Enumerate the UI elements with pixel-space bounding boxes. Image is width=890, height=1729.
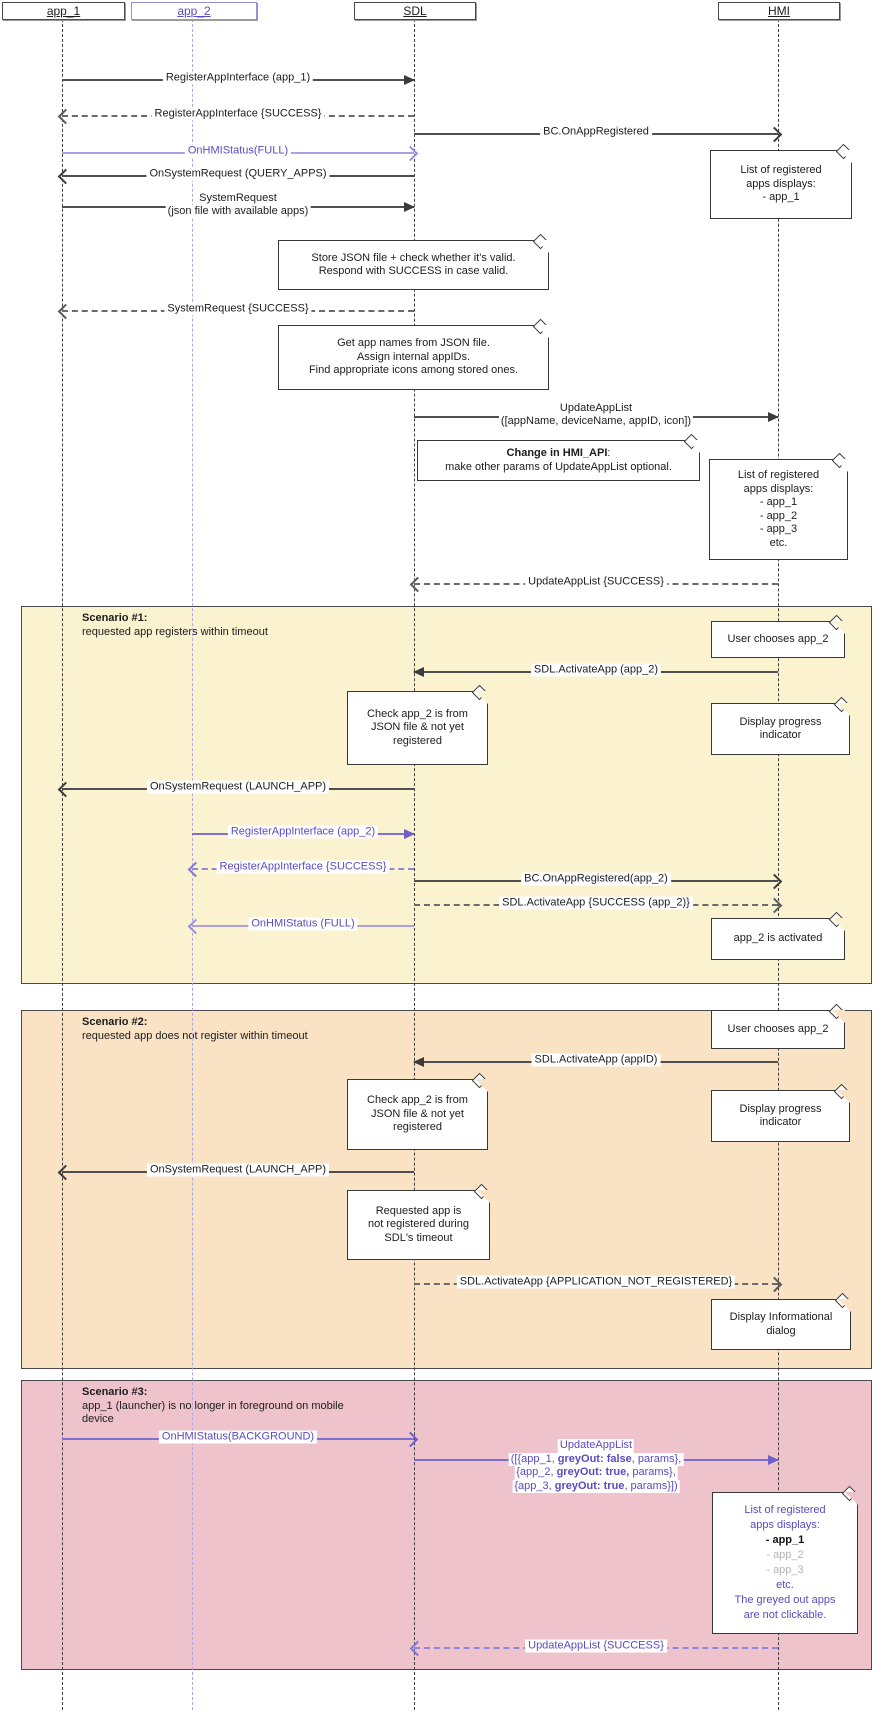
note-sdl-get-app-names <box>278 325 549 390</box>
message-label: RegisterAppInterface (app_1) <box>163 72 313 85</box>
note-line: Requested app is <box>375 1204 462 1217</box>
note-line: Check app_2 is from <box>367 707 468 720</box>
arrowhead-filled-right-icon <box>404 829 415 839</box>
message-on-system-request-query-apps <box>62 167 414 180</box>
note-line: - app_2 <box>759 509 798 522</box>
note-line: Display progress <box>739 715 822 728</box>
arrowhead-filled-right-icon <box>768 412 779 422</box>
arrowhead-filled-left-icon <box>413 667 424 677</box>
arrowhead-open-left-icon <box>58 169 74 185</box>
note-fold-icon <box>536 325 549 338</box>
message-label-line2 <box>509 1453 684 1467</box>
note-line <box>422 447 695 461</box>
message-label: OnSystemRequest (QUERY_APPS) <box>146 168 329 181</box>
note-line: registered <box>393 1121 442 1134</box>
note-line: - app_1 <box>762 191 800 204</box>
message-register-app-interface-success <box>62 107 414 120</box>
note-line-app1: - app_1 <box>765 1534 805 1546</box>
note-line: - app_1 <box>759 496 798 508</box>
label-segment: {app_3, <box>514 1479 555 1492</box>
note-fold-icon <box>832 918 845 931</box>
message-on-hmi-status-full-s1 <box>192 917 414 930</box>
message-system-request-success <box>62 302 414 315</box>
arrowhead-open-left-icon <box>58 109 74 125</box>
message-label: OnSystemRequest (LAUNCH_APP) <box>147 781 329 794</box>
note-fold-icon <box>832 621 845 634</box>
message-update-app-list-success-s3 <box>414 1639 778 1652</box>
arrowhead-filled-right-icon <box>404 75 415 85</box>
arrowhead-open-right-icon <box>767 127 783 143</box>
note-line: List of registered <box>740 164 822 177</box>
note-hmi-registered-apps-1 <box>710 150 852 219</box>
label-segment-bold: greyOut: true, <box>556 1466 630 1478</box>
note-line: etc. <box>769 536 788 549</box>
note-s1-app2-activated <box>711 918 845 960</box>
message-label: RegisterAppInterface (app_2) <box>228 826 378 839</box>
message-label: RegisterAppInterface {SUCCESS} <box>217 861 390 874</box>
message-sdl-activate-app-not-registered <box>414 1275 778 1288</box>
note-bold-segment: Change in HMI_API <box>506 447 608 459</box>
participant-app-2-label: app_2 <box>177 4 211 18</box>
note-fold-icon <box>536 240 549 253</box>
note-fold-icon <box>477 1190 490 1203</box>
message-register-app-interface-app1 <box>62 71 414 84</box>
message-bc-on-app-registered <box>414 125 778 138</box>
message-update-app-list-success <box>414 575 778 588</box>
message-label: OnHMIStatus(BACKGROUND) <box>159 1431 317 1444</box>
participant-hmi <box>718 2 840 20</box>
note-line: etc. <box>776 1579 794 1591</box>
note-sdl-store-json <box>278 240 549 290</box>
message-label: SDL.ActivateApp {SUCCESS (app_2)} <box>499 897 693 910</box>
message-label-line1: UpdateAppList <box>559 402 633 414</box>
message-sdl-activate-app-app2 <box>414 663 778 676</box>
message-system-request <box>62 192 414 217</box>
note-line: List of registered <box>744 1504 826 1516</box>
note-segment: : <box>607 447 611 459</box>
message-on-system-request-launch-app-s1 <box>62 780 414 793</box>
label-segment-bold: greyOut: true <box>554 1479 625 1492</box>
note-line: Store JSON file + check whether it's valid. <box>311 251 516 264</box>
note-line: Display progress <box>739 1102 822 1115</box>
message-sdl-activate-app-success <box>414 896 778 909</box>
note-line: indicator <box>759 729 802 741</box>
note-line: Display Informational <box>729 1311 833 1323</box>
message-label: UpdateAppList {SUCCESS} <box>525 1640 667 1653</box>
note-fold-icon <box>837 703 850 716</box>
note-s2-check-app2 <box>347 1079 488 1150</box>
message-update-app-list <box>414 402 778 427</box>
message-label: OnHMIStatus(FULL) <box>185 145 291 158</box>
note-line-app2-greyed: - app_2 <box>766 1549 804 1561</box>
message-label <box>499 402 693 428</box>
note-fold-icon <box>475 1079 488 1092</box>
arrowhead-filled-left-icon <box>413 1057 424 1067</box>
arrowhead-open-right-icon <box>403 146 419 162</box>
participant-app-1-label: app_1 <box>46 4 81 18</box>
message-label-line1: SystemRequest <box>199 192 277 204</box>
note-fold-icon <box>475 691 488 704</box>
message-label-line1: UpdateAppList <box>559 1439 633 1451</box>
label-segment: , params}, <box>631 1452 682 1465</box>
note-s2-user-chooses-app2 <box>711 1010 845 1049</box>
message-label: OnHMIStatus (FULL) <box>248 918 357 931</box>
message-label: RegisterAppInterface {SUCCESS} <box>152 108 325 121</box>
note-line: Assign internal appIDs. <box>356 350 471 363</box>
message-label-line2: (json file with available apps) <box>167 205 309 217</box>
arrowhead-filled-right-icon <box>404 202 415 212</box>
label-segment: params}, <box>629 1466 676 1478</box>
note-line: registered <box>393 734 442 747</box>
message-label: BC.OnAppRegistered(app_2) <box>521 873 671 886</box>
note-line: apps displays: <box>746 177 816 190</box>
arrowhead-open-left-icon <box>58 304 74 320</box>
scenario-3-title: Scenario #3: <box>82 1386 148 1398</box>
note-s2-not-registered <box>347 1190 490 1260</box>
message-update-app-list-greyout <box>414 1439 778 1492</box>
note-hmi-registered-apps-2 <box>709 459 848 560</box>
note-line: apps displays: <box>750 1519 820 1531</box>
note-line: Find appropriate icons among stored ones. <box>308 364 519 377</box>
message-label: BC.OnAppRegistered <box>540 126 652 139</box>
scenario-2-title: Scenario #2: <box>82 1016 148 1028</box>
note-s3-registered-apps <box>712 1492 858 1634</box>
note-line: dialog <box>766 1324 796 1337</box>
label-segment: , params}]) <box>624 1479 678 1492</box>
participant-app-1 <box>2 2 125 20</box>
scenario-1-subtitle: requested app registers within timeout <box>82 625 268 638</box>
arrowhead-open-left-icon <box>410 577 426 593</box>
note-fold-icon <box>835 459 848 472</box>
scenario-1-title: Scenario #1: <box>82 612 148 624</box>
note-fold-icon <box>838 1299 851 1312</box>
note-line: Check app_2 is from <box>367 1094 468 1107</box>
note-fold-icon <box>832 1010 845 1023</box>
scenario-3-header <box>82 1386 367 1427</box>
note-line: apps displays: <box>743 482 814 495</box>
note-line: SDL's timeout <box>384 1231 453 1244</box>
note-line: User chooses app_2 <box>727 632 829 645</box>
participant-hmi-label: HMI <box>768 4 790 18</box>
participant-app-2 <box>131 2 257 20</box>
note-s1-check-app2 <box>347 691 488 765</box>
message-register-app-interface-app2 <box>192 825 414 838</box>
note-line-app3-greyed: - app_3 <box>766 1564 804 1576</box>
note-line: indicator <box>759 1116 802 1128</box>
message-label: OnSystemRequest (LAUNCH_APP) <box>147 1164 329 1177</box>
scenario-3-subtitle: app_1 (launcher) is no longer in foreground on mobile device <box>82 1399 344 1425</box>
message-label: SystemRequest {SUCCESS} <box>164 303 311 316</box>
label-segment: {app_2, <box>516 1466 557 1478</box>
message-label: SDL.ActivateApp {APPLICATION_NOT_REGISTERED} <box>457 1276 735 1289</box>
message-register-app-interface-app2-success <box>192 860 414 873</box>
message-on-hmi-status-full <box>62 144 414 157</box>
message-label <box>509 1439 684 1493</box>
note-line: Get app names from JSON file. <box>337 337 490 350</box>
note-s2-display-progress <box>711 1090 850 1142</box>
label-segment-bold: greyOut: false <box>557 1452 632 1465</box>
message-label: SDL.ActivateApp (appID) <box>532 1054 661 1067</box>
lifeline-app-1 <box>62 19 63 1710</box>
note-line: app_2 is activated <box>733 932 823 945</box>
message-label-line4 <box>512 1480 679 1494</box>
scenario-1-header <box>82 612 268 639</box>
message-label <box>166 192 311 218</box>
note-s2-informational-dialog <box>711 1299 851 1350</box>
note-line: not registered during <box>368 1218 469 1231</box>
note-fold-icon <box>839 150 852 163</box>
message-label: SDL.ActivateApp (app_2) <box>531 664 661 677</box>
note-line: - app_3 <box>759 523 798 535</box>
message-sdl-activate-app-appid <box>414 1053 778 1066</box>
note-s1-display-progress <box>711 703 850 755</box>
note-s1-user-chooses-app2 <box>711 621 845 658</box>
message-label-line3 <box>514 1466 678 1480</box>
message-label: UpdateAppList {SUCCESS} <box>525 576 667 589</box>
participant-sdl-label: SDL <box>403 4 427 18</box>
participant-sdl <box>354 2 476 20</box>
scenario-2-subtitle: requested app does not register within timeout <box>82 1029 308 1042</box>
message-on-system-request-launch-app-s2 <box>62 1163 414 1176</box>
note-line: are not clickable. <box>743 1609 827 1621</box>
note-line: JSON file & not yet <box>371 721 464 734</box>
message-on-hmi-status-background <box>62 1430 414 1443</box>
note-line: make other params of UpdateAppList optional. <box>445 460 672 473</box>
note-line: Respond with SUCCESS in case valid. <box>318 265 509 277</box>
note-fold-icon <box>837 1090 850 1103</box>
note-change-in-hmi-api <box>417 440 700 481</box>
note-line: JSON file & not yet <box>371 1107 464 1120</box>
note-line: User chooses app_2 <box>727 1022 829 1035</box>
note-fold-icon <box>845 1492 858 1505</box>
arrowhead-filled-right-icon <box>768 1455 779 1465</box>
message-label-line2: ([appName, deviceName, appID, icon]) <box>500 415 692 427</box>
note-fold-icon <box>687 440 700 453</box>
note-line: The greyed out apps <box>734 1594 836 1606</box>
message-bc-on-app-registered-app2 <box>414 872 778 885</box>
note-line: List of registered <box>737 469 820 481</box>
scenario-2-header <box>82 1016 308 1043</box>
label-segment: ([{app_1, <box>510 1452 558 1465</box>
